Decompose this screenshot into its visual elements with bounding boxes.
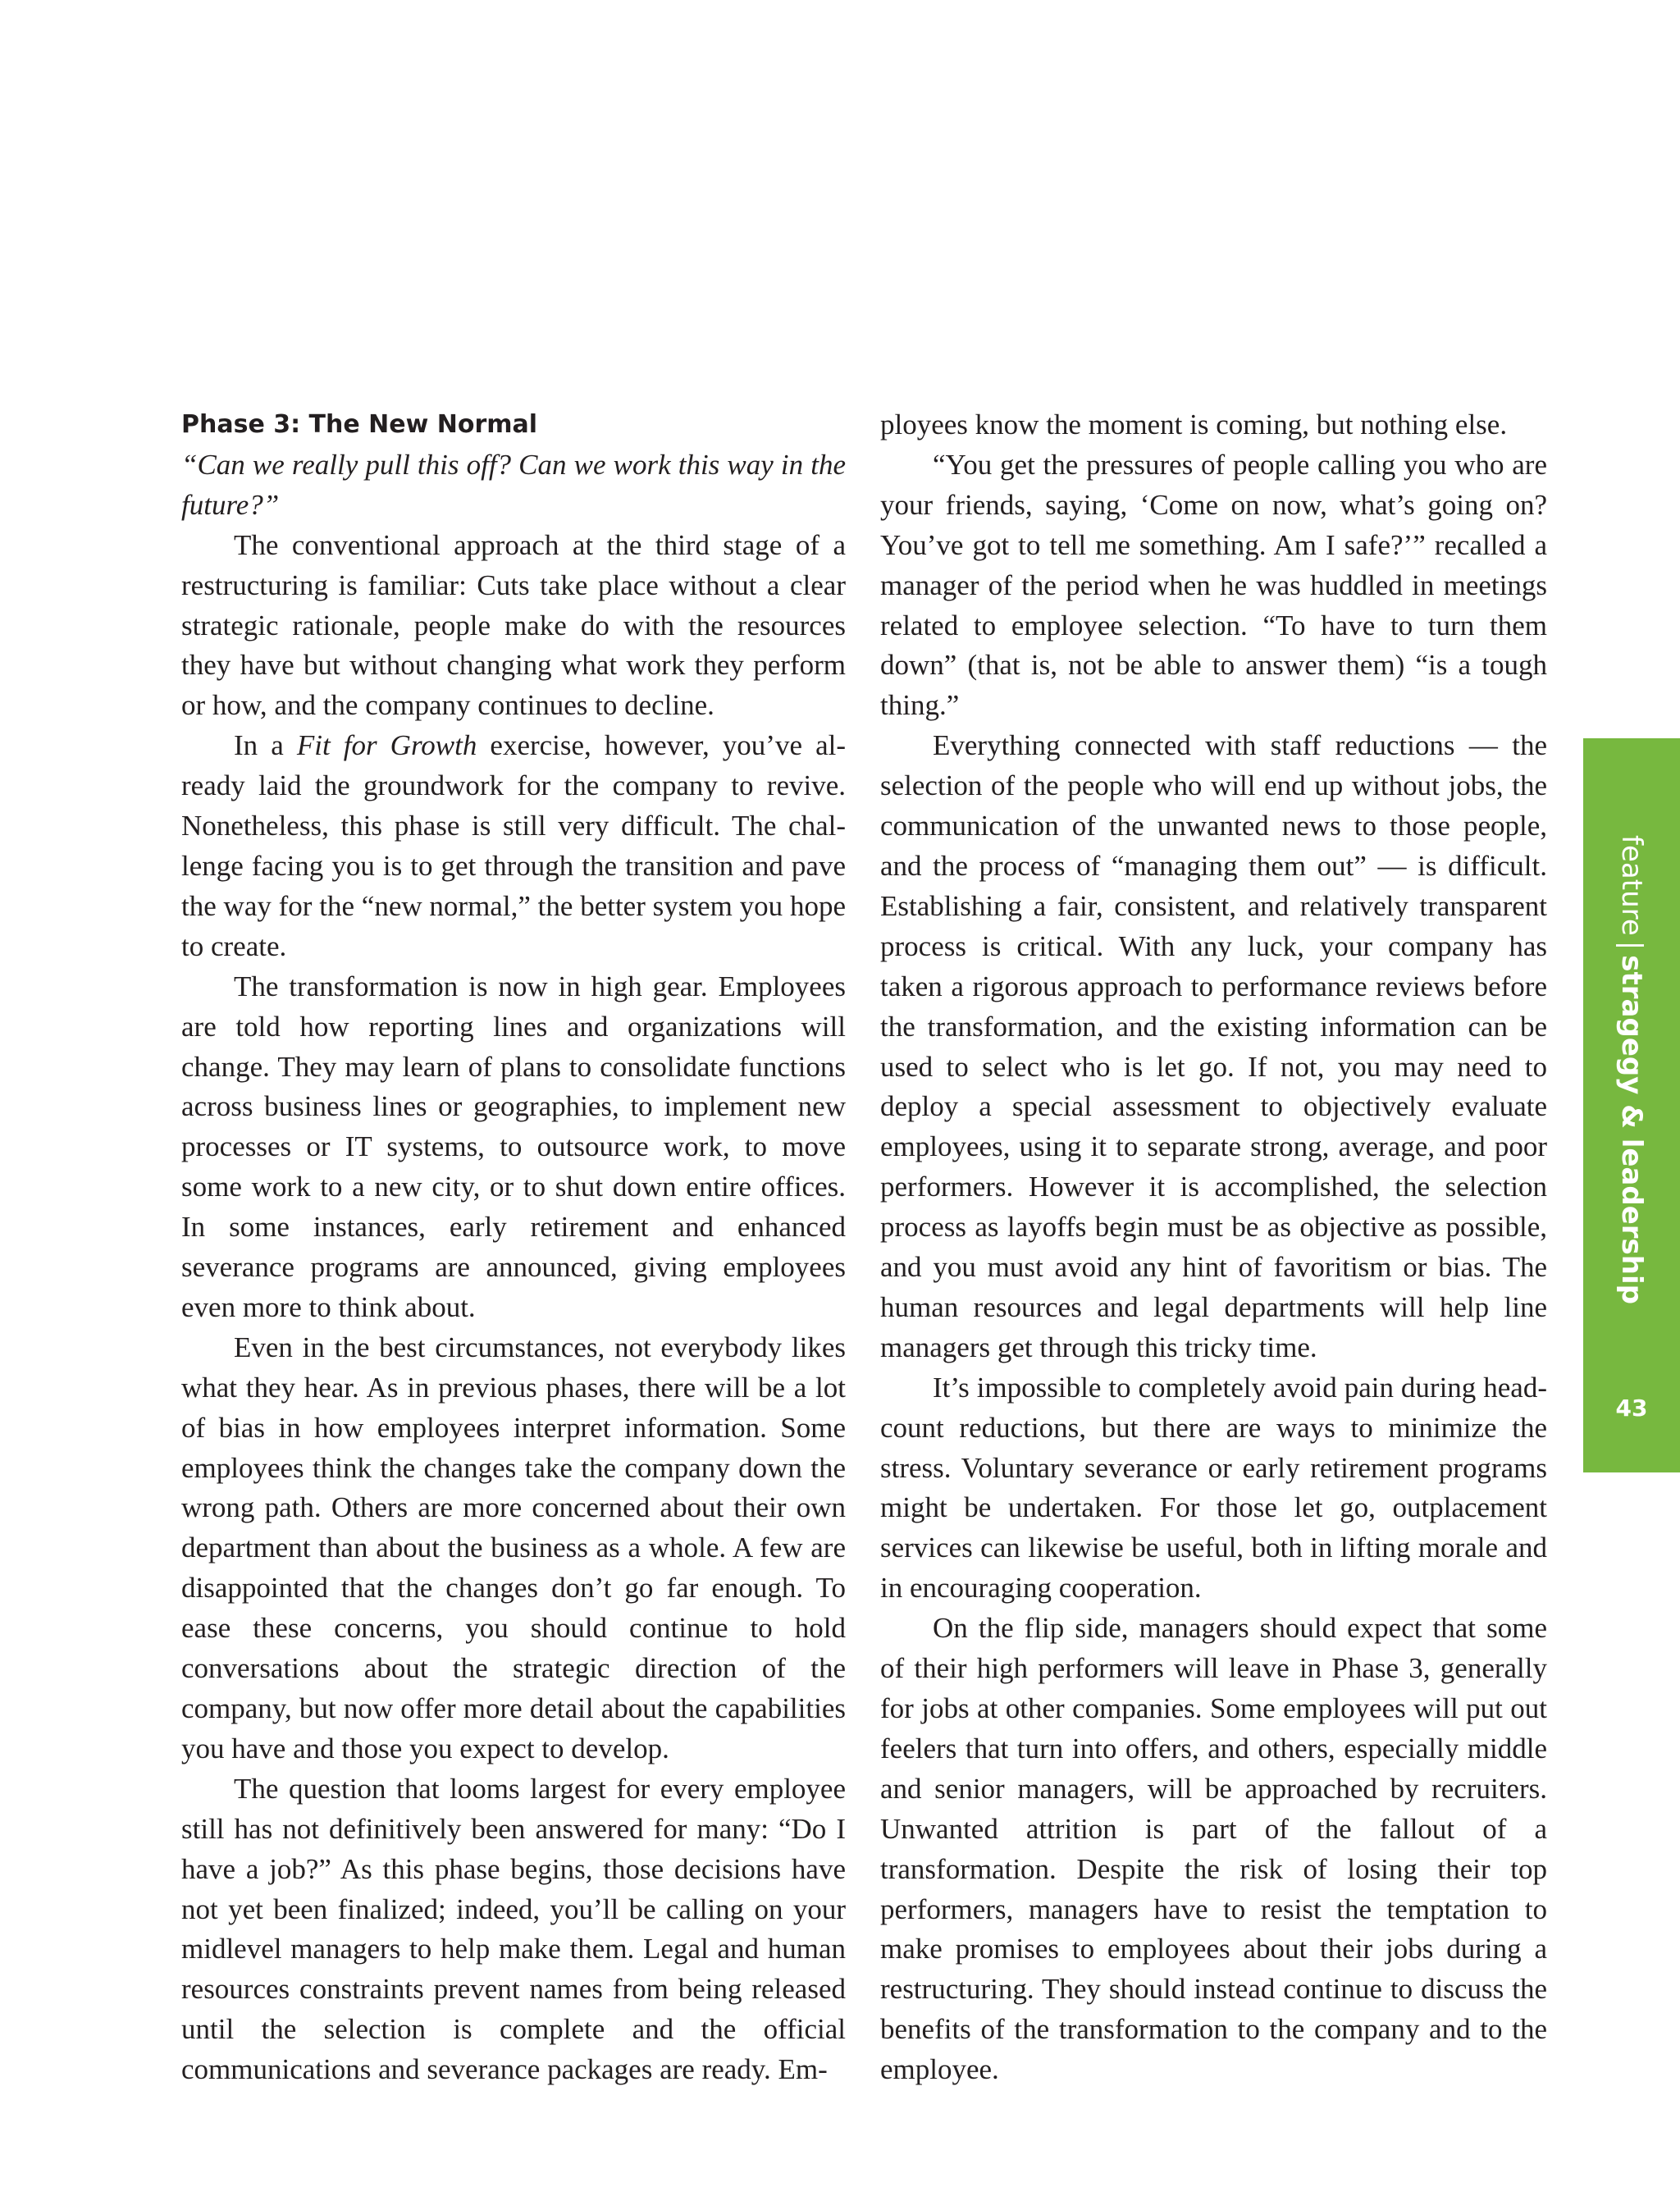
paragraph: The transformation is now in high gear. Employees are told how reporting lines and organizations will change. They may learn of plans to consolidate functions across business lines or geographies, to implement new processes or IT systems, to outsource work, to move some work to a new city, or to shut down entire offices. In some instances, early retirement and enhanced severance programs are announced, giving employees even more to think about. xyxy=(181,970,846,1323)
paragraph: The conventional approach at the third stage of a restructuring is familiar: Cuts take place without a clear strategic rationale, people make do with the resources they have but without changing what work they perform or how, and the company continues to decline. xyxy=(181,528,846,722)
paragraph: “You get the pressures of people calling you who are your friends, saying, ‘Come on now, what’s going on? You’ve got to tell me something. Am I safe?’” recalled a manager of the period when he was huddled in meetings related to employee selection. “To have to turn them down” (that is, not be able to answer them) “is a tough thing.” xyxy=(880,448,1547,722)
paragraph-fit-for-growth xyxy=(181,726,846,966)
paragraph-continued: ployees know the moment is coming, but nothing else. xyxy=(880,409,1508,441)
paragraph: The question that looms largest for every employee still has not definitively been answered for many: “Do I have a job?” As this phase begins, those decisions have not yet been finalized; indeed, you’ll be calling on your midlevel managers to help make them. Legal and human resources constraints prevent names from being released until the selection is complete and the official communications and severance packages are ready. Em- xyxy=(181,1772,846,2086)
fit-for-growth-title: Fit for Growth xyxy=(296,729,477,762)
section-name: stragegy & leadership xyxy=(1615,955,1648,1304)
page-number: 43 xyxy=(1615,1395,1648,1422)
article-column-left xyxy=(181,405,846,2090)
paragraph-fit-after: exercise, however, you’ve already laid the groundwork for the company to revive. Nonetheless, this phase is still very difficult. The challenge facing you is to get through the transition and pave the way for the “new normal,” the better system you hope to create. xyxy=(181,729,846,962)
paragraph: It’s impossible to completely avoid pain during head-count reductions, but there are ways to minimize the stress. Voluntary severance or early retirement programs might be undertaken. For those let go, outplacement services can likewise be useful, both in lifting morale and in encouraging cooperation. xyxy=(880,1371,1547,1605)
article-column-right xyxy=(880,405,1547,2090)
section-subtitle: “Can we really pull this off? Can we work this way in the future?” xyxy=(181,448,846,521)
feature-label: feature xyxy=(1615,835,1648,936)
paragraph: Even in the best circumstances, not everybody likes what they hear. As in previous phases, there will be a lot of bias in how employees interpret information. Some employees think the changes take the company down the wrong path. Others are more concerned about their own department than about the business as a whole. A few are disappointed that the changes don’t go far enough. To ease these concerns, you should continue to hold conversations about the strategic direction of the company, but now offer more detail about the capabilities you have and those you expect to develop. xyxy=(181,1331,846,1764)
paragraph: Everything connected with staff reductions — the selection of the people who will end up without jobs, the communication of the unwanted news to those people, and the process of “managing them out” — is difficult. Establishing a fair, consistent, and relatively transparent process is critical. With any luck, your company has taken a rigorous approach to performance reviews before the transformation, and the existing information can be used to select who is let go. If not, you may need to deploy a special assessment to objectively evaluate employees, using it to separate strong, average, and poor performers. However it is accomplished, the selection process as layoffs begin must be as objective as possible, and you must avoid any hint of favoritism or bias. The human resources and legal departments will help line managers get through this tricky time. xyxy=(880,729,1547,1363)
section-tab-label xyxy=(1615,835,1648,1304)
paragraph: On the flip side, managers should expect that some of their high performers will leave in Phase 3, generally for jobs at other companies. Some employees will put out feelers that turn into offers, and others, especially middle and senior managers, will be approached by recruiters. Unwanted attrition is part of the fallout of a transformation. Despite the risk of losing their top performers, managers have to resist the temptation to make promises to employees about their jobs during a restructuring. They should instead continue to discuss the benefits of the transformation to the company and to the employee. xyxy=(880,1612,1547,2086)
section-heading: Phase 3: The New Normal xyxy=(181,410,538,439)
paragraph-fit-before: In a xyxy=(234,729,297,762)
tab-separator: | xyxy=(1615,940,1648,951)
section-tab xyxy=(1583,738,1680,1472)
